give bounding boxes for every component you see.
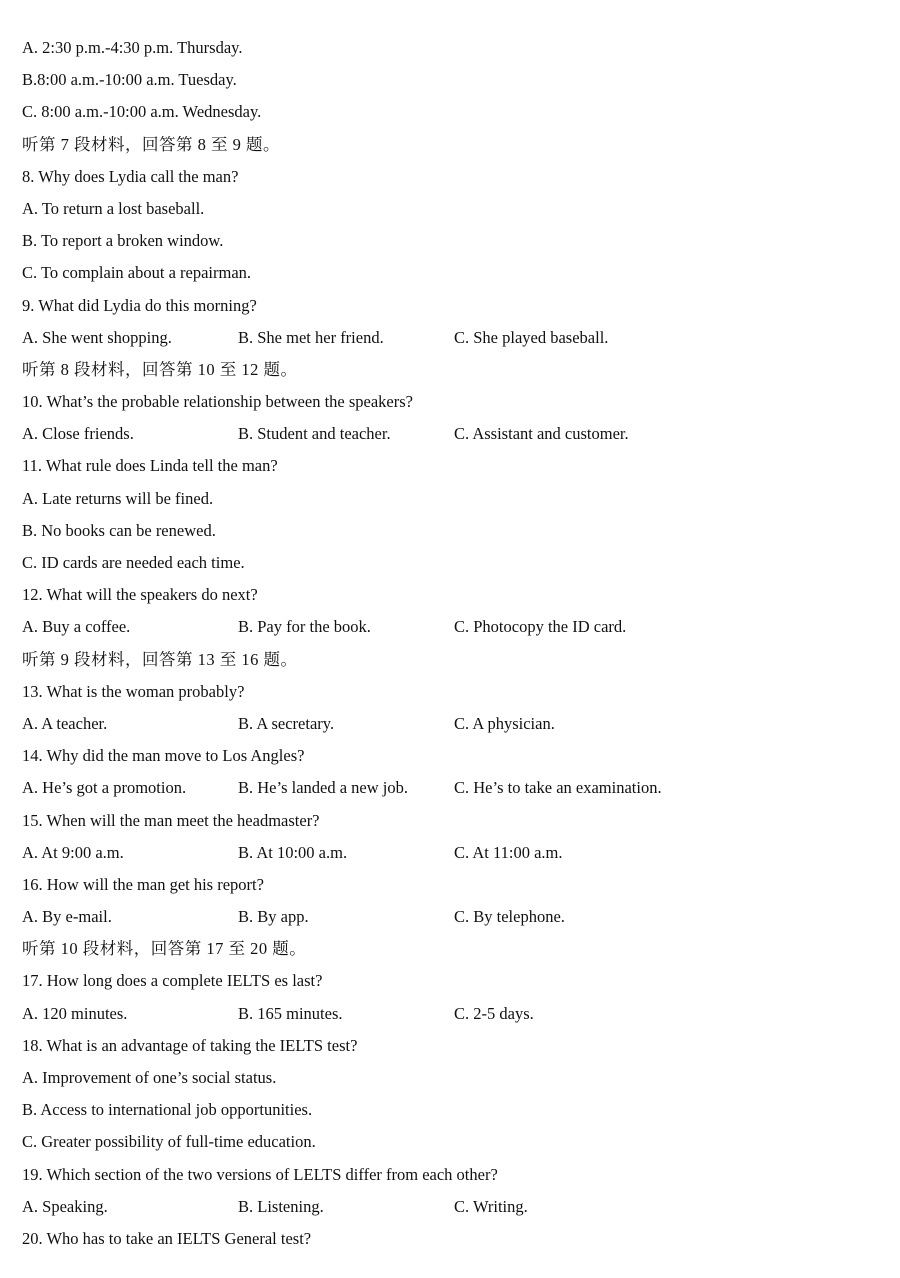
answer-option: B. A secretary. <box>238 713 335 733</box>
option-row <box>22 708 880 740</box>
answer-option: B. Pay for the book. <box>238 617 371 637</box>
answer-option: A. 120 minutes. <box>22 1003 128 1023</box>
text-line: 20. Who has to take an IELTS General test? <box>22 1228 312 1248</box>
answer-option: A. Buy a coffee. <box>22 617 131 637</box>
answer-option: C. Writing. <box>454 1196 528 1216</box>
answer-option: A. Speaking. <box>22 1196 108 1216</box>
option-row <box>22 772 880 804</box>
answer-option: C. A physician. <box>454 713 555 733</box>
answer-option: B. By app. <box>238 907 309 927</box>
answer-option: B. Student and teacher. <box>238 424 391 444</box>
text-line: A. 2:30 p.m.-4:30 p.m. Thursday. <box>22 38 243 57</box>
text-line: C. 8:00 a.m.-10:00 a.m. Wednesday. <box>22 102 262 122</box>
text-line: 17. How long does a complete IELTS es last? <box>22 971 323 991</box>
text-line: 14. Why did the man move to Los Angles? <box>22 746 305 766</box>
answer-option: A. She went shopping. <box>22 327 172 347</box>
option-row <box>22 1191 880 1223</box>
text-line: 12. What will the speakers do next? <box>22 585 258 605</box>
text-line: A. Improvement of one’s social status. <box>22 1068 277 1087</box>
section-instruction: 听第 9 段材料，回答第 13 至 16 题。 <box>22 649 298 669</box>
answer-option: C. 2-5 days. <box>454 1003 534 1023</box>
option-row <box>22 998 880 1030</box>
text-line: B.8:00 a.m.-10:00 a.m. Tuesday. <box>22 70 237 90</box>
answer-option: A. A teacher. <box>22 713 108 733</box>
answer-option: C. Assistant and customer. <box>454 424 629 444</box>
section-instruction: 听第 8 段材料，回答第 10 至 12 题。 <box>22 359 298 379</box>
text-line: 15. When will the man meet the headmaster? <box>22 810 320 830</box>
text-line: 11. What rule does Linda tell the man? <box>22 456 278 476</box>
section-instruction: 听第 7 段材料，回答第 8 至 9 题。 <box>22 134 280 154</box>
text-line: B. Access to international job opportunities. <box>22 1100 313 1120</box>
text-line: C. Greater possibility of full-time education. <box>22 1132 316 1152</box>
text-line: 9. What did Lydia do this morning? <box>22 295 257 315</box>
section-instruction: 听第 10 段材料，回答第 17 至 20 题。 <box>22 939 307 959</box>
answer-option: A. He’s got a promotion. <box>22 778 187 798</box>
answer-option: C. He’s to take an examination. <box>454 778 662 798</box>
answer-option: B. She met her friend. <box>238 327 384 347</box>
answer-option: B. He’s landed a new job. <box>238 778 409 798</box>
option-row <box>22 837 880 869</box>
text-line: 18. What is an advantage of taking the IELTS test? <box>22 1035 358 1055</box>
answer-option: A. By e-mail. <box>22 907 112 927</box>
text-line: 8. Why does Lydia call the man? <box>22 166 239 186</box>
option-row <box>22 322 880 354</box>
text-line: A. To return a lost baseball. <box>22 198 205 218</box>
text-line: 16. How will the man get his report? <box>22 874 264 894</box>
answer-option: B. Listening. <box>238 1196 324 1216</box>
answer-option: C. Photocopy the ID card. <box>454 617 627 637</box>
text-line: A. Late returns will be fined. <box>22 488 214 508</box>
answer-option: B. 165 minutes. <box>238 1003 343 1023</box>
text-line: 10. What’s the probable relationship between the speakers? <box>22 392 413 412</box>
answer-option: A. Close friends. <box>22 424 134 444</box>
option-row <box>22 611 880 643</box>
answer-option: C. She played baseball. <box>454 327 609 347</box>
option-row <box>22 901 880 933</box>
option-row <box>22 418 880 450</box>
answer-option: C. At 11:00 a.m. <box>454 842 563 862</box>
text-line: C. ID cards are needed each time. <box>22 553 245 572</box>
answer-option: A. At 9:00 a.m. <box>22 842 124 862</box>
text-line: B. No books can be renewed. <box>22 520 216 540</box>
text-line: B. To report a broken window. <box>22 231 224 251</box>
text-line: C. To complain about a repairman. <box>22 263 252 283</box>
document-page <box>22 32 880 1255</box>
text-line: 19. Which section of the two versions of LELTS differ from each other? <box>22 1164 498 1184</box>
answer-option: C. By telephone. <box>454 907 565 927</box>
answer-option: B. At 10:00 a.m. <box>238 842 348 862</box>
text-line: 13. What is the woman probably? <box>22 681 245 701</box>
